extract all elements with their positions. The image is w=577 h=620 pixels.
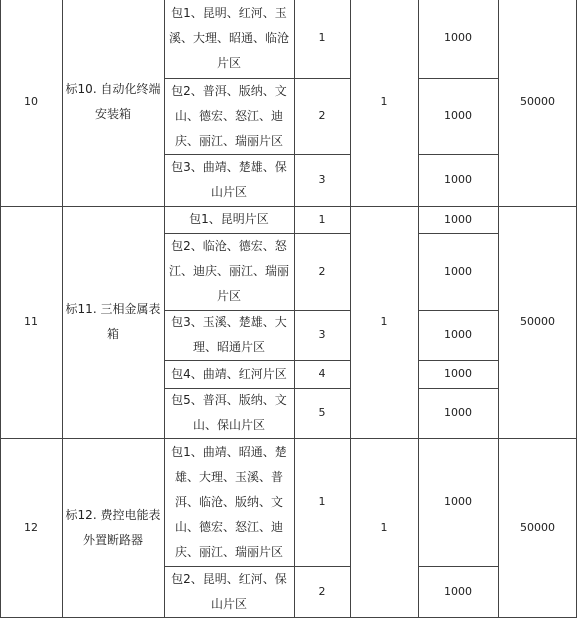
pack-amount: 1000 [444, 495, 472, 508]
pack-number: 2 [318, 109, 326, 122]
pack-amount: 1000 [444, 367, 472, 380]
group-number: 10 [24, 95, 38, 108]
pack-region: 包2、临沧、德宏、怒江、迪庆、丽江、瑞丽片区 [168, 239, 289, 303]
pack-amount: 1000 [444, 264, 472, 278]
pack-amount: 1000 [444, 406, 472, 419]
pack-amount: 1000 [444, 31, 472, 44]
pack-region: 包5、普洱、版纳、文山、保山片区 [171, 393, 287, 432]
quantity: 1 [380, 95, 388, 108]
pack-region: 包4、曲靖、红河片区 [171, 366, 287, 381]
pack-region: 包1、昆明片区 [189, 212, 269, 226]
pack-number: 1 [318, 212, 326, 226]
quantity: 1 [380, 520, 388, 534]
pack-number: 2 [318, 584, 326, 598]
pack-number: 2 [318, 264, 326, 278]
pack-amount: 1000 [444, 212, 472, 226]
pack-amount: 1000 [444, 109, 472, 122]
budget-amount: 50000 [520, 520, 555, 534]
pack-region: 包1、昆明、红河、玉溪、大理、昭通、临沧片区 [168, 5, 289, 70]
pack-amount: 1000 [444, 584, 472, 598]
pack-region: 包2、昆明、红河、保山片区 [171, 571, 287, 611]
pack-number: 5 [318, 406, 326, 419]
pack-number: 3 [318, 328, 326, 341]
pack-number: 1 [318, 495, 326, 508]
pack-amount: 1000 [444, 173, 472, 186]
group-number: 11 [24, 315, 38, 328]
item-name: 标12. 费控电能表外置断路器 [65, 507, 161, 547]
pack-number: 1 [318, 31, 326, 44]
pack-number: 4 [318, 367, 326, 380]
group-number: 12 [24, 520, 38, 534]
item-name: 标11. 三相金属表箱 [65, 302, 161, 341]
budget-amount: 50000 [520, 95, 555, 108]
budget-amount: 50000 [520, 315, 555, 328]
quantity: 1 [380, 315, 388, 328]
pack-amount: 1000 [444, 328, 472, 341]
pack-region: 包3、曲靖、楚雄、保山片区 [171, 160, 287, 199]
pack-region: 包1、曲靖、昭通、楚雄、大理、玉溪、普洱、临沧、版纳、文山、德宏、怒江、迪庆、丽江、瑞丽片区 [171, 444, 287, 559]
pack-region: 包3、玉溪、楚雄、大理、昭通片区 [171, 315, 287, 354]
item-name: 标10. 自动化终端安装箱 [65, 82, 161, 121]
pack-region: 包2、普洱、版纳、文山、德宏、怒江、迪庆、丽江、瑞丽片区 [171, 83, 287, 148]
pack-number: 3 [318, 173, 326, 186]
